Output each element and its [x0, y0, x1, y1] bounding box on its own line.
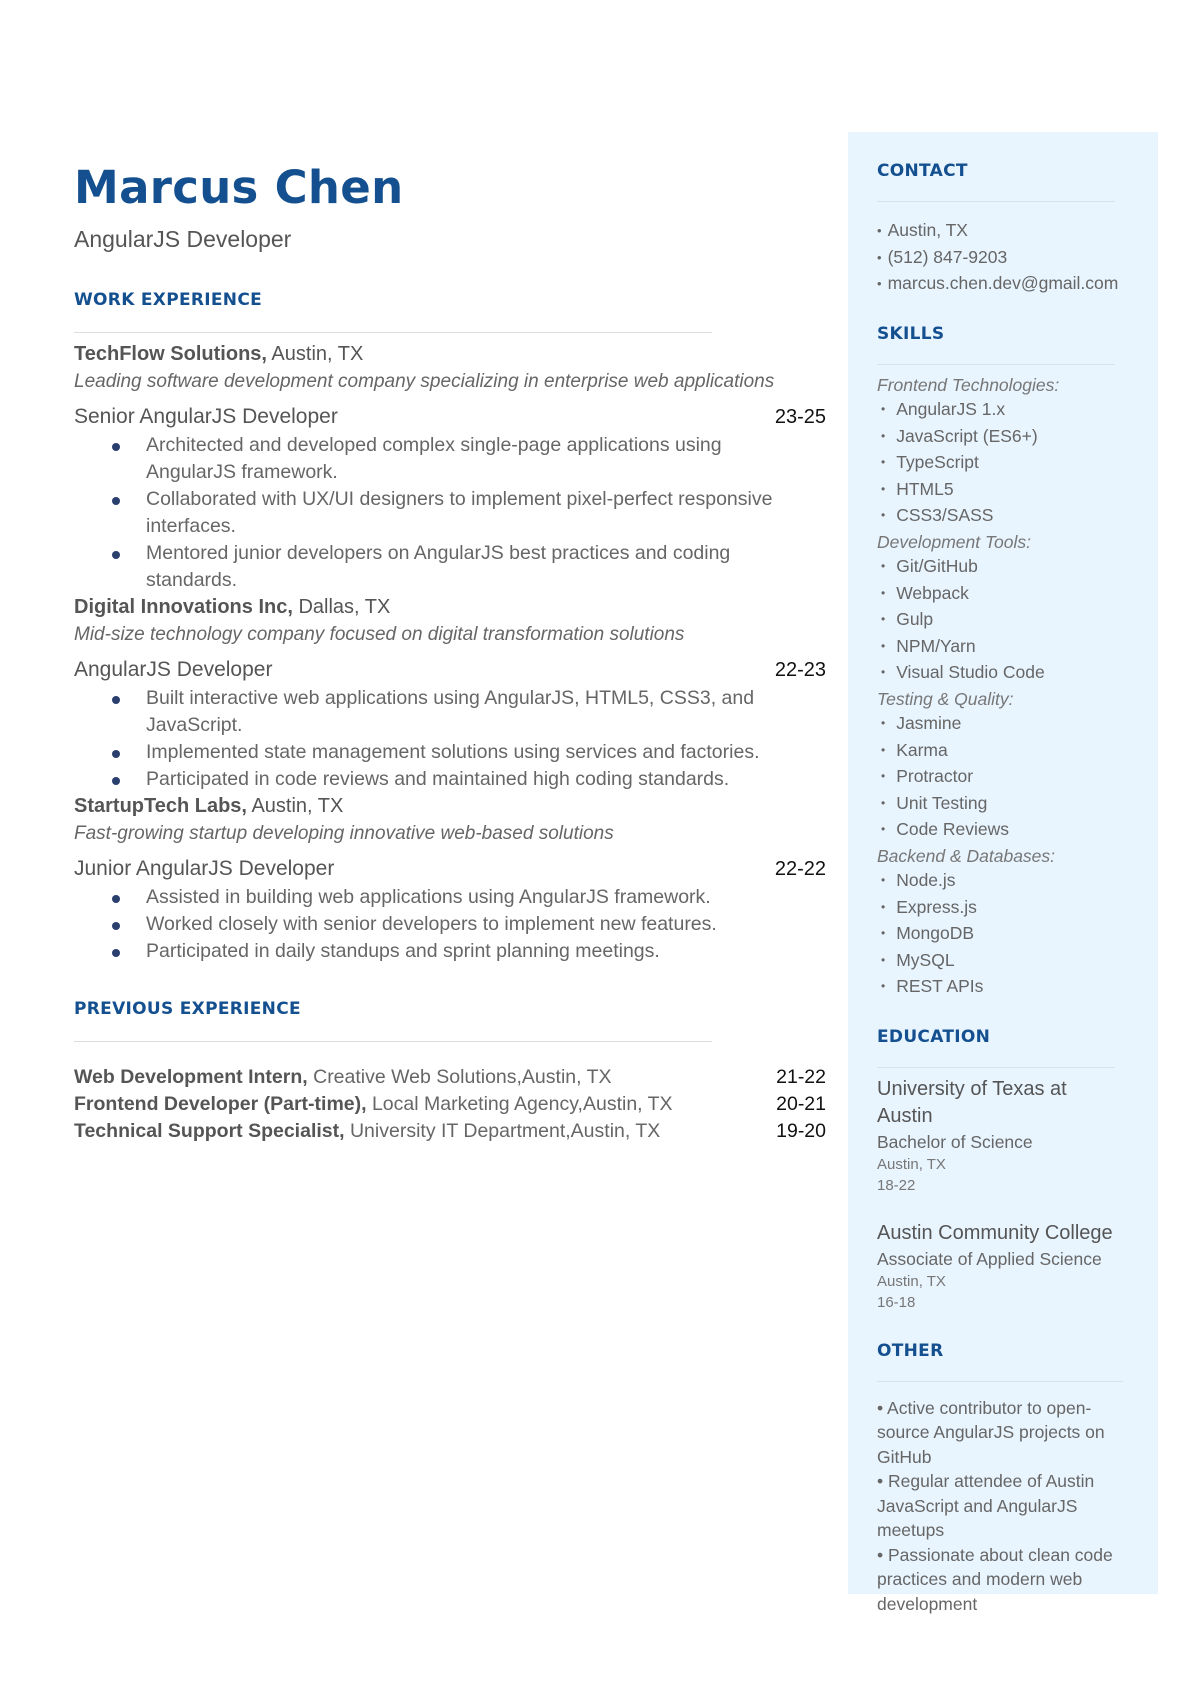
education-school: Austin Community College: [877, 1221, 1113, 1244]
skill-category: Development Tools:: [877, 531, 1032, 552]
skill-item: • HTML5: [877, 477, 1158, 504]
other-heading: OTHER: [877, 1340, 944, 1361]
other-item: • Active contributor to open-source AngularJS projects on GitHub: [877, 1397, 1105, 1467]
skill-category: Frontend Technologies:: [877, 374, 1060, 395]
skill-item: • Webpack: [877, 581, 1158, 608]
job-company-line: [74, 793, 834, 820]
skill-item: • Visual Studio Code: [877, 660, 1158, 687]
other-item-text: Passionate about clean code practices and modern web development: [877, 1544, 1113, 1614]
job-bullet: Collaborated with UX/UI designers to implement pixel-perfect responsive interfaces.: [110, 486, 790, 540]
skill-item: • Protractor: [877, 764, 1158, 791]
job-bullets: [110, 432, 790, 594]
education-entry: [877, 1220, 1137, 1313]
other-item: • Regular attendee of Austin JavaScript and AngularJS meetups: [877, 1471, 1095, 1540]
skill-item: • Unit Testing: [877, 791, 1158, 818]
job-bullets: [110, 884, 790, 965]
contact-list: [877, 218, 1158, 298]
education-degree: Associate of Applied Science: [877, 1248, 1102, 1269]
contact-location: • Austin, TX: [877, 218, 1158, 245]
job-bullet: Implemented state management solutions using services and factories.: [110, 739, 790, 766]
job-location: Dallas, TX: [292, 596, 391, 618]
previous-dates: 19-20: [776, 1120, 826, 1142]
education-entry: [877, 1076, 1117, 1196]
skill-item: • Git/GitHub: [877, 554, 1158, 581]
previous-dates: 21-22: [776, 1066, 826, 1088]
job-bullet: Assisted in building web applications using AngularJS framework.: [110, 884, 790, 911]
job-role-row: [74, 402, 826, 432]
skill-item: • Karma: [877, 738, 1158, 765]
divider: [877, 201, 1115, 202]
divider: [877, 364, 1115, 365]
job-bullets: [110, 685, 790, 793]
sidebar: [848, 132, 1158, 1614]
job-role-row: [74, 854, 826, 884]
other-list: [877, 1396, 1158, 1617]
divider: [877, 1067, 1115, 1068]
skill-item: • Code Reviews: [877, 817, 1158, 844]
skill-item: • Node.js: [877, 868, 1158, 895]
work-experience-heading: WORK EXPERIENCE: [74, 290, 263, 310]
job-dates: 23-25: [774, 406, 826, 428]
previous-dates: 20-21: [776, 1093, 826, 1115]
skill-item: • Express.js: [877, 895, 1158, 922]
education-degree: Bachelor of Science: [877, 1131, 1033, 1152]
contact-email: • marcus.chen.dev@gmail.com: [877, 271, 1158, 298]
skill-item: • MongoDB: [877, 921, 1158, 948]
education-heading: EDUCATION: [877, 1026, 991, 1047]
other-item-text: Regular attendee of Austin JavaScript and AngularJS meetups: [877, 1471, 1095, 1540]
job-entry: [74, 341, 834, 594]
education-school: University of Texas at Austin: [877, 1077, 1067, 1127]
contact-phone: • (512) 847-9203: [877, 245, 1158, 272]
job-bullet: Architected and developed complex single-page applications using AngularJS framework.: [110, 432, 790, 486]
education-dates: 18-22: [877, 1176, 916, 1194]
job-bullet: Participated in daily standups and sprint planning meetings.: [110, 938, 790, 965]
skill-item: • MySQL: [877, 948, 1158, 975]
job-role-row: [74, 655, 826, 685]
job-description: Fast-growing startup developing innovative web-based solutions: [74, 823, 614, 844]
job-company: Digital Innovations Inc,: [74, 596, 293, 618]
main-column: [74, 160, 834, 1145]
divider: [877, 1381, 1123, 1382]
other-item: • Passionate about clean code practices and modern web development: [877, 1544, 1113, 1614]
skill-item: • CSS3/SASS: [877, 503, 1158, 530]
skill-item: • Jasmine: [877, 711, 1158, 738]
job-location: Austin, TX: [247, 795, 344, 817]
job-role: Senior AngularJS Developer: [74, 405, 338, 428]
divider: [74, 1041, 712, 1042]
job-dates: 22-23: [774, 659, 826, 681]
skill-item: • Gulp: [877, 607, 1158, 634]
job-description: Leading software development company specializing in enterprise web applications: [74, 371, 775, 392]
job-entry: [74, 793, 834, 965]
previous-role: Web Development Intern,: [74, 1066, 308, 1088]
job-description: Mid-size technology company focused on digital transformation solutions: [74, 624, 685, 645]
skill-category: Backend & Databases:: [877, 845, 1056, 866]
job-role: AngularJS Developer: [74, 658, 273, 681]
previous-entry: [74, 1118, 826, 1145]
job-title: AngularJS Developer: [74, 226, 292, 252]
skills-heading: SKILLS: [877, 323, 945, 344]
previous-detail: University IT Department,Austin, TX: [344, 1120, 661, 1142]
job-role: Junior AngularJS Developer: [74, 857, 335, 880]
job-dates: 22-22: [774, 858, 826, 880]
job-bullet: Worked closely with senior developers to implement new features.: [110, 911, 790, 938]
education-location: Austin, TX: [877, 1272, 946, 1290]
contact-heading: CONTACT: [877, 161, 968, 181]
job-bullet: Mentored junior developers on AngularJS best practices and coding standards.: [110, 540, 790, 594]
job-company: TechFlow Solutions,: [74, 343, 267, 365]
candidate-name: Marcus Chen: [74, 161, 404, 214]
previous-entry: [74, 1064, 826, 1091]
education-dates: 16-18: [877, 1293, 916, 1311]
job-bullet: Built interactive web applications using AngularJS, HTML5, CSS3, and JavaScript.: [110, 685, 790, 739]
skill-item: • JavaScript (ES6+): [877, 424, 1158, 451]
job-entry: [74, 594, 834, 793]
previous-role: Technical Support Specialist,: [74, 1120, 345, 1142]
previous-detail: Local Marketing Agency,Austin, TX: [366, 1093, 673, 1115]
skill-item: • AngularJS 1.x: [877, 397, 1158, 424]
skill-item: • REST APIs: [877, 974, 1158, 1001]
previous-detail: Creative Web Solutions,Austin, TX: [307, 1066, 612, 1088]
skill-item: • NPM/Yarn: [877, 634, 1158, 661]
education-location: Austin, TX: [877, 1155, 946, 1173]
previous-experience-heading: PREVIOUS EXPERIENCE: [74, 999, 301, 1019]
divider: [74, 332, 712, 333]
skill-category: Testing & Quality:: [877, 688, 1014, 709]
job-company-line: [74, 594, 834, 621]
other-item-text: Active contributor to open-source AngularJS projects on GitHub: [877, 1397, 1105, 1467]
previous-role: Frontend Developer (Part-time),: [74, 1093, 367, 1115]
job-company-line: [74, 341, 834, 368]
job-bullet: Participated in code reviews and maintained high coding standards.: [110, 766, 790, 793]
previous-entry: [74, 1091, 826, 1118]
job-company: StartupTech Labs,: [74, 795, 247, 817]
job-location: Austin, TX: [266, 343, 364, 365]
skill-item: • TypeScript: [877, 450, 1158, 477]
